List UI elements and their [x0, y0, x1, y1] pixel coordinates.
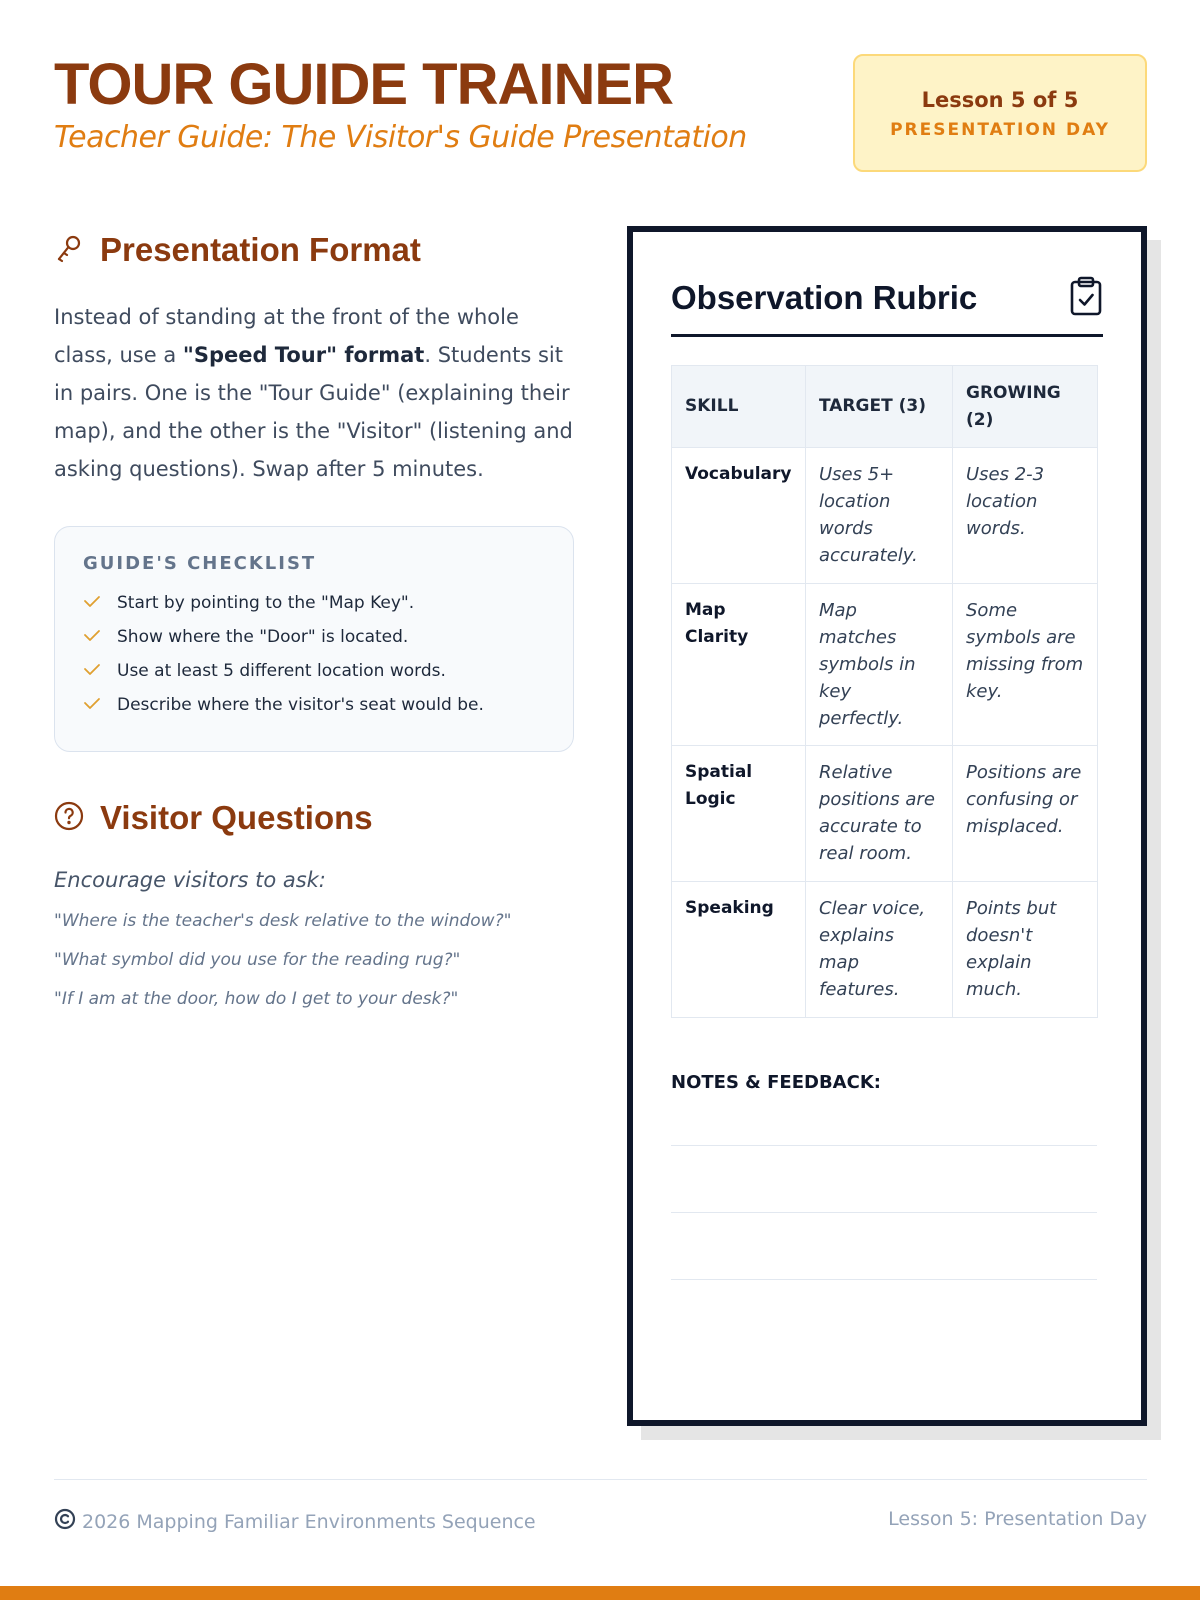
- target-cell: Uses 5+ location words accurately.: [806, 448, 953, 584]
- visitor-questions-heading: [54, 796, 574, 840]
- bottom-accent-bar: [0, 1586, 1200, 1600]
- target-cell: Relative positions are accurate to real room.: [806, 746, 953, 882]
- footer-lesson-label: Lesson 5: Presentation Day: [888, 1508, 1147, 1530]
- observation-rubric-card: [627, 226, 1147, 1426]
- note-writing-line: [671, 1145, 1097, 1146]
- sample-question: "Where is the teacher's desk relative to the window?": [54, 911, 512, 931]
- growing-cell: Uses 2-3 location words.: [953, 448, 1098, 584]
- lesson-badge: [853, 54, 1147, 172]
- checklist-item-label: Describe where the visitor's seat would be.: [117, 695, 484, 715]
- intro-bold-text: "Speed Tour" format: [182, 343, 425, 367]
- growing-cell: Some symbols are missing from key.: [953, 584, 1098, 746]
- growing-cell: Positions are confusing or misplaced.: [953, 746, 1098, 882]
- presentation-format-heading: [54, 228, 574, 272]
- section-title: Visitor Questions: [100, 799, 373, 836]
- encourage-text: Encourage visitors to ask:: [54, 868, 326, 892]
- badge-lesson-number: Lesson 5 of 5: [921, 88, 1079, 112]
- table-header-row: [672, 366, 1098, 448]
- copyright-icon: [54, 1508, 82, 1535]
- intro-text: Instead of standing at the front of the whole class, use a: [54, 305, 519, 367]
- checklist-item-label: Start by pointing to the "Map Key".: [117, 593, 415, 613]
- table-row: [672, 584, 1098, 746]
- rubric-title: Observation Rubric: [671, 279, 978, 316]
- badge-lesson-day: PRESENTATION DAY: [890, 120, 1110, 140]
- clipboard-check-icon: [1069, 276, 1103, 320]
- checklist-item: [83, 688, 545, 722]
- skill-cell: Spatial Logic: [672, 746, 806, 882]
- growing-cell: Points but doesn't explain much.: [953, 882, 1098, 1018]
- footer-copyright: [54, 1508, 536, 1535]
- footer-divider: [54, 1479, 1147, 1480]
- format-intro: [54, 298, 574, 488]
- skill-cell: Vocabulary: [672, 448, 806, 584]
- table-row: [672, 746, 1098, 882]
- checklist-item: [83, 654, 545, 688]
- sample-question: "What symbol did you use for the reading rug?": [54, 950, 461, 970]
- page-header: [54, 52, 747, 155]
- microphone-icon: [54, 233, 100, 267]
- section-title: Presentation Format: [100, 231, 421, 268]
- note-writing-line: [671, 1212, 1097, 1213]
- checkmark-icon: [83, 627, 117, 647]
- note-writing-line: [671, 1279, 1097, 1280]
- column-header: GROWING (2): [953, 366, 1098, 448]
- page-subtitle: Teacher Guide: The Visitor's Guide Presentation: [54, 120, 747, 155]
- skill-cell: Map Clarity: [672, 584, 806, 746]
- left-column: [54, 228, 574, 1009]
- rubric-header: [671, 276, 1103, 337]
- sample-question: "If I am at the door, how do I get to your desk?": [54, 989, 459, 1009]
- checklist-title: GUIDE'S CHECKLIST: [83, 553, 317, 574]
- notes-label: NOTES & FEEDBACK:: [671, 1072, 881, 1093]
- checklist-item-label: Show where the "Door" is located.: [117, 627, 409, 647]
- column-header: TARGET (3): [806, 366, 953, 448]
- column-header: SKILL: [672, 366, 806, 448]
- checkmark-icon: [83, 695, 117, 715]
- table-row: [672, 882, 1098, 1018]
- checkmark-icon: [83, 593, 117, 613]
- table-row: [672, 448, 1098, 584]
- checklist-item: [83, 586, 545, 620]
- checklist-item: [83, 620, 545, 654]
- checklist-item-label: Use at least 5 different location words.: [117, 661, 446, 681]
- skill-cell: Speaking: [672, 882, 806, 1018]
- target-cell: Clear voice, explains map features.: [806, 882, 953, 1018]
- page-title: TOUR GUIDE TRAINER: [54, 52, 673, 117]
- target-cell: Map matches symbols in key perfectly.: [806, 584, 953, 746]
- question-circle-icon: [54, 801, 100, 835]
- footer-copyright-text: 2026 Mapping Familiar Environments Sequence: [82, 1510, 536, 1533]
- guide-checklist: [54, 526, 574, 752]
- intro-text: . Students sit in pairs. One is the "Tour Guide" (explaining their map), and the other is the "Visitor" (listening and asking questions). Swap after 5 minutes.: [54, 343, 573, 481]
- rubric-table: [671, 365, 1098, 1018]
- checkmark-icon: [83, 661, 117, 681]
